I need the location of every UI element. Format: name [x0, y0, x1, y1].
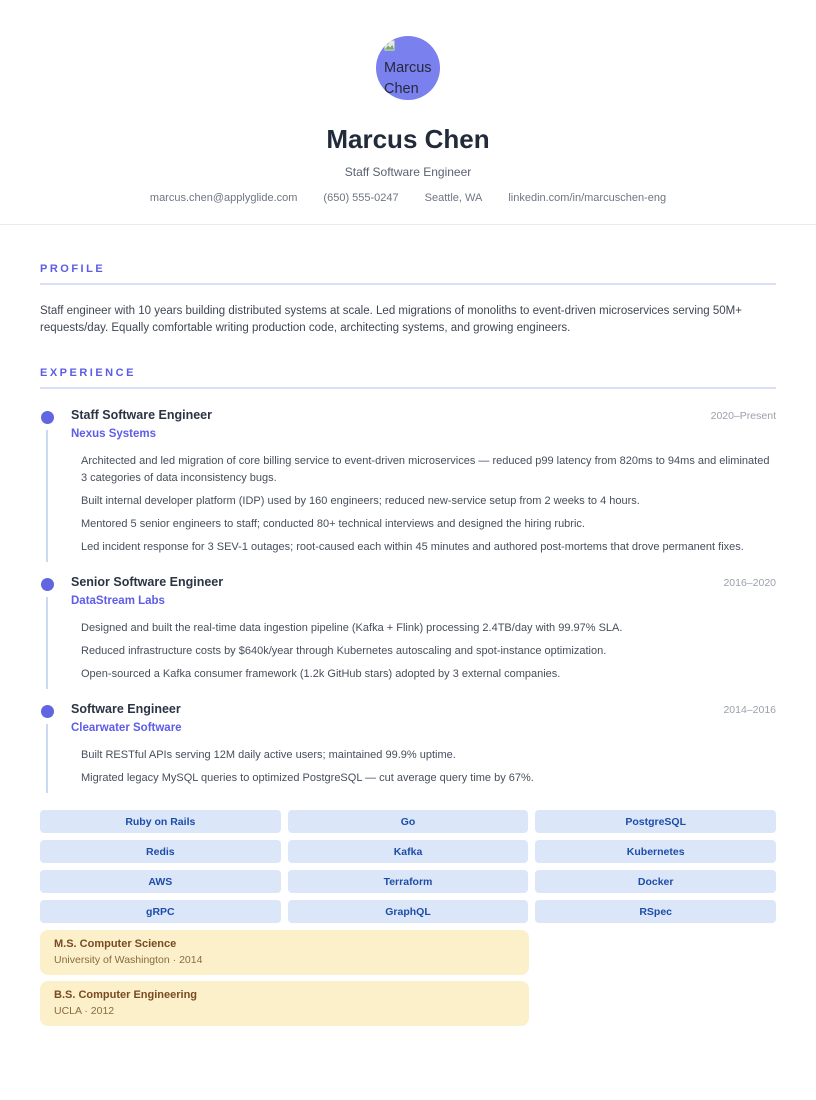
job-title: Senior Software Engineer	[71, 575, 224, 589]
avatar	[376, 36, 440, 100]
skill-tag: gRPC	[40, 900, 281, 923]
job-bullets	[71, 747, 776, 787]
avatar-alt-label: Marcus Chen	[384, 60, 432, 97]
skill-tag: Kubernetes	[535, 840, 776, 863]
skill-tag: PostgreSQL	[535, 810, 776, 833]
timeline-line	[46, 430, 48, 562]
profile-heading: PROFILE	[40, 263, 776, 285]
job-company-link[interactable]: Nexus Systems	[71, 428, 157, 440]
skill-tag: Redis	[40, 840, 281, 863]
job-bullet: Built internal developer platform (IDP) used by 160 engineers; reduced new-service setup from 2 weeks to 4 hours.	[81, 495, 640, 507]
skill-tag: Docker	[535, 870, 776, 893]
contact-email: marcus.chen@applyglide.com	[149, 192, 298, 204]
page-title: Marcus Chen	[326, 124, 490, 154]
skill-tag: Terraform	[288, 870, 529, 893]
job-title: Staff Software Engineer	[71, 408, 212, 422]
job-company-link[interactable]: DataStream Labs	[71, 595, 165, 607]
education-school: UCLA · 2012	[54, 1005, 115, 1017]
education-school: University of Washington · 2014	[54, 954, 203, 966]
broken-image-icon	[384, 37, 395, 58]
job-bullet: Built RESTful APIs serving 12M daily active users; maintained 99.9% uptime.	[81, 749, 456, 761]
job-bullet: Reduced infrastructure costs by $640k/year through Kubernetes autoscaling and spot-instance optimization.	[81, 645, 607, 657]
education-degree: B.S. Computer Engineering	[54, 989, 198, 1001]
job-bullets	[71, 453, 776, 556]
avatar-alt-text	[376, 36, 432, 100]
job-dates: 2016–2020	[723, 577, 776, 589]
job-bullets	[71, 620, 776, 683]
resume-body	[0, 263, 816, 1072]
skill-tag: GraphQL	[288, 900, 529, 923]
education-list	[40, 930, 529, 1026]
contact-linkedin: linkedin.com/in/marcuschen-eng	[508, 192, 667, 204]
skills-grid	[40, 810, 776, 923]
person-subtitle: Staff Software Engineer	[344, 165, 472, 179]
profile-text: Staff engineer with 10 years building distributed systems at scale. Led migrations of monoliths to event-driven microservices serving 50M+ requests/day. Equally comfortable writing production code, architecting systems, and growing engineers.	[40, 305, 742, 334]
job-bullet: Mentored 5 senior engineers to staff; conducted 80+ technical interviews and designed the hiring rubric.	[81, 518, 585, 530]
contact-row	[0, 192, 816, 204]
timeline-dot	[41, 705, 54, 718]
education-card	[40, 981, 529, 1026]
resume-header	[0, 0, 816, 225]
education-card	[40, 930, 529, 975]
job-bullet: Designed and built the real-time data ingestion pipeline (Kafka + Flink) processing 2.4TB/day with 99.97% SLA.	[81, 622, 623, 634]
job-item	[40, 702, 776, 787]
skill-tag: Kafka	[288, 840, 529, 863]
timeline-line	[46, 597, 48, 689]
contact-phone: (650) 555-0247	[323, 192, 399, 204]
timeline-line	[46, 724, 48, 793]
job-bullet: Migrated legacy MySQL queries to optimized PostgreSQL — cut average query time by 67%.	[81, 772, 534, 784]
contact-location: Seattle, WA	[424, 192, 483, 204]
job-title: Software Engineer	[71, 702, 181, 716]
experience-heading: EXPERIENCE	[40, 367, 776, 389]
profile-section	[40, 263, 776, 337]
job-item	[40, 575, 776, 683]
job-company-link[interactable]: Clearwater Software	[71, 722, 182, 734]
experience-section	[40, 367, 776, 787]
job-bullet: Led incident response for 3 SEV-1 outages; root-caused each within 45 minutes and authored post-mortems that drove permanent fixes.	[81, 541, 744, 553]
education-degree: M.S. Computer Science	[54, 938, 177, 950]
job-bullet: Architected and led migration of core billing service to event-driven microservices — reduced p99 latency from 820ms to 94ms and eliminated 3 categories of data inconsistency bugs.	[81, 455, 770, 484]
skill-tag: Go	[288, 810, 529, 833]
skill-tag: RSpec	[535, 900, 776, 923]
job-bullet: Open-sourced a Kafka consumer framework (1.2k GitHub stars) adopted by 3 external companies.	[81, 668, 561, 680]
timeline-dot	[41, 411, 54, 424]
skill-tag: AWS	[40, 870, 281, 893]
timeline-dot	[41, 578, 54, 591]
skill-tag: Ruby on Rails	[40, 810, 281, 833]
job-dates: 2014–2016	[723, 704, 776, 716]
job-dates: 2020–Present	[710, 410, 776, 422]
job-item	[40, 408, 776, 556]
